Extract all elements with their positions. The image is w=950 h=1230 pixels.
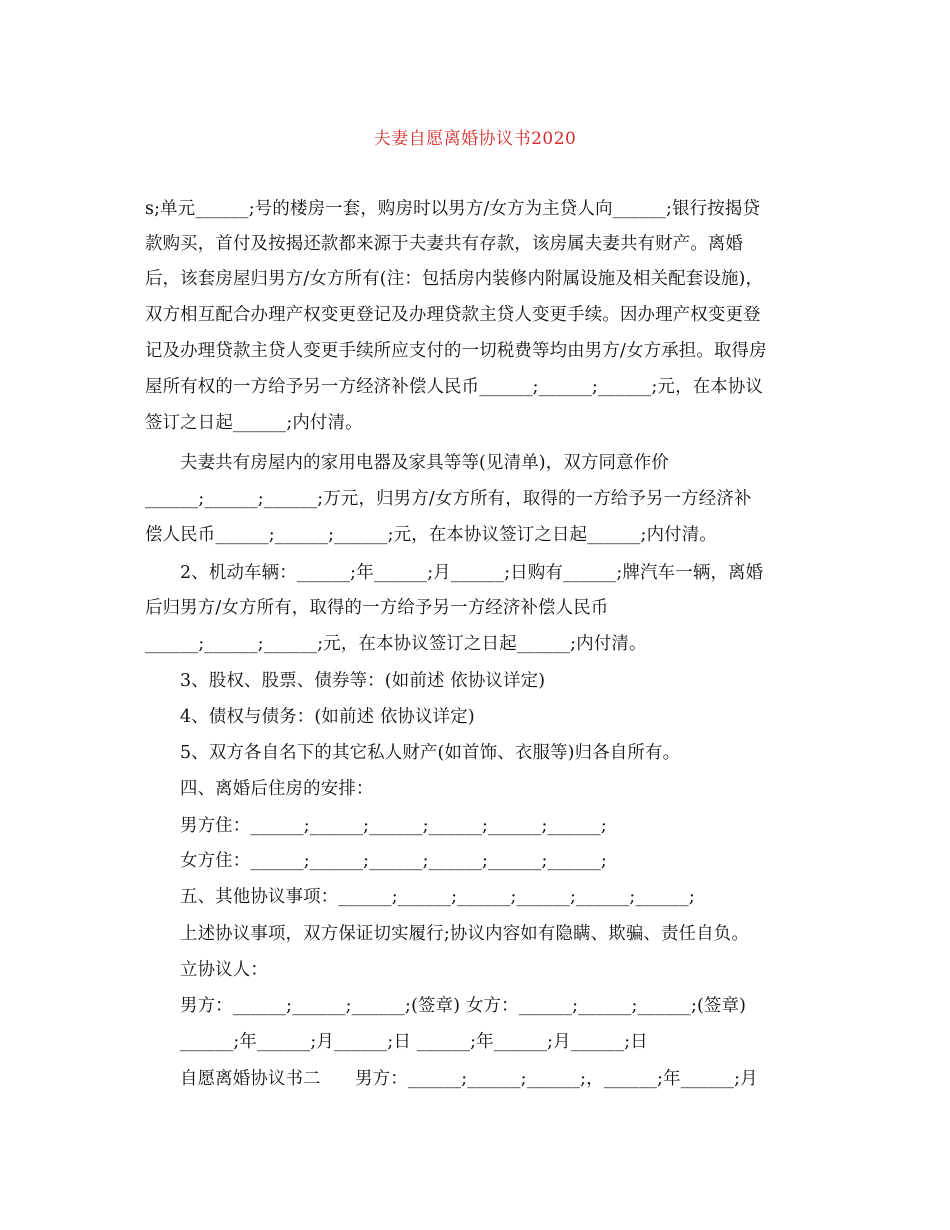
paragraph-line: 夫妻共有房屋内的家用电器及家具等等(见清单)，双方同意作价 xyxy=(180,453,669,473)
paragraph-line: ______;______;______;万元，归男方/女方所有，取得的一方给予另一方经济补 xyxy=(145,489,752,509)
signature-line: 男方：______;______;______;(签章) 女方：______;______;______;(签章) xyxy=(180,996,747,1016)
document-title: 夫妻自愿离婚协议书2020 xyxy=(373,129,577,149)
paragraph-line: 4、债权与债务：(如前述 依协议详定) xyxy=(180,707,475,727)
paragraph-line: 自愿离婚协议书二 男方：______;______;______;，______;年______;月 xyxy=(180,1069,758,1089)
paragraph-line: 后归男方/女方所有，取得的一方给予另一方经济补偿人民币 xyxy=(145,598,609,618)
paragraph-line: 立协议人： xyxy=(180,960,268,980)
paragraph-line: 上述协议事项，双方保证切实履行;协议内容如有隐瞒、欺骗、责任自负。 xyxy=(180,924,749,944)
paragraph-line: 记及办理贷款主贷人变更手续所应支付的一切税费等均由男方/女方承担。取得房 xyxy=(145,341,767,361)
section-heading: 五、其他协议事项：______;______;______;______;______;______; xyxy=(180,887,695,907)
paragraph-line: 偿人民币______;______;______;元，在本协议签订之日起______;内付清。 xyxy=(145,525,717,545)
paragraph-line: ______;______;______;元，在本协议签订之日起______;内付清。 xyxy=(145,634,647,654)
paragraph-line: s;单元______;号的楼房一套，购房时以男方/女方为主贷人向______;银行按揭贷 xyxy=(145,199,761,219)
paragraph-line: 款购买，首付及按揭还款都来源于夫妻共有存款，该房属夫妻共有财产。离婚 xyxy=(145,234,744,254)
paragraph-line: 后，该套房屋归男方/女方所有(注：包括房内装修内附属设施及相关配套设施)， xyxy=(145,269,764,289)
paragraph-line: 男方住：______;______;______;______;______;______; xyxy=(180,816,607,836)
paragraph-line: 签订之日起______;内付清。 xyxy=(145,413,363,433)
paragraph-line: 2、机动车辆：______;年______;月______;日购有______;牌汽车一辆，离婚 xyxy=(180,563,764,583)
date-line: ______;年______;月______;日 ______;年______;月______;日 xyxy=(180,1032,648,1052)
paragraph-line: 女方住：______;______;______;______;______;______; xyxy=(180,851,607,871)
paragraph-line: 双方相互配合办理产权变更登记及办理贷款主贷人变更手续。因办理产权变更登 xyxy=(145,305,761,325)
paragraph-line: 3、股权、股票、债券等：(如前述 依协议详定) xyxy=(180,671,546,691)
paragraph-line: 5、双方各自名下的其它私人财产(如首饰、衣服等)归各自所有。 xyxy=(180,743,681,763)
section-heading: 四、离婚后住房的安排： xyxy=(180,779,374,799)
paragraph-line: 屋所有权的一方给予另一方经济补偿人民币______;______;______;元，在本协议 xyxy=(145,377,764,397)
